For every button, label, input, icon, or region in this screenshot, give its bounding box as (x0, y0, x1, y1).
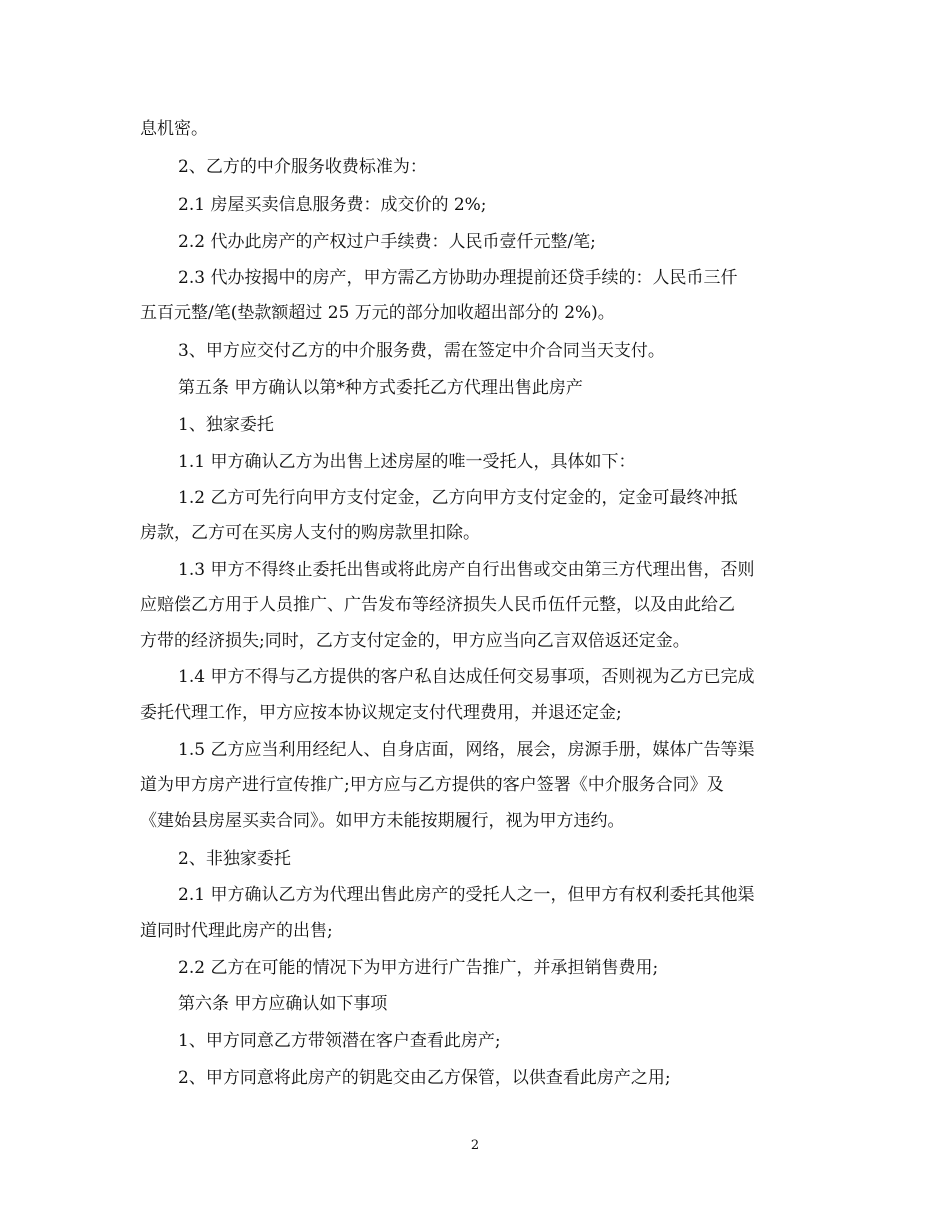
text-line: 房款，乙方可在买房人支付的购房款里扣除。 (140, 523, 480, 543)
text-line: 1.4 甲方不得与乙方提供的客户私自达成任何交易事项，否则视为乙方已完成 (178, 667, 755, 687)
text-line: 1、甲方同意乙方带领潜在客户查看此房产; (178, 1031, 501, 1051)
text-line: 2、甲方同意将此房产的钥匙交由乙方保管，以供查看此房产之用; (178, 1068, 671, 1088)
text-line: 2、乙方的中介服务收费标准为： (178, 157, 427, 177)
text-line: 方带的经济损失;同时，乙方支付定金的，甲方应当向乙言双倍返还定金。 (140, 631, 690, 651)
text-line: 1.1 甲方确认乙方为出售上述房屋的唯一受托人，具体如下： (178, 452, 636, 472)
section-heading: 第六条 甲方应确认如下事项 (178, 994, 388, 1014)
text-line: 息机密。 (140, 119, 208, 139)
text-line: 2.2 代办此房产的产权过户手续费：人民币壹仟元整/笔; (178, 232, 596, 252)
text-line: 《建始县房屋买卖合同》。如甲方未能按期履行，视为甲方违约。 (140, 811, 625, 831)
text-line: 3、甲方应交付乙方的中介服务费，需在签定中介合同当天支付。 (178, 341, 665, 361)
text-line: 1.3 甲方不得终止委托出售或将此房产自行出售或交由第三方代理出售，否则 (178, 560, 755, 580)
text-line: 五百元整/笔(垫款额超过 25 万元的部分加收超出部分的 2%)。 (140, 303, 615, 323)
text-line: 2.1 甲方确认乙方为代理出售此房产的受托人之一，但甲方有权利委托其他渠 (178, 885, 755, 905)
text-line: 道同时代理此房产的出售; (140, 921, 333, 941)
text-line: 1.2 乙方可先行向甲方支付定金，乙方向甲方支付定金的，定金可最终冲抵 (178, 488, 738, 508)
text-line: 2.1 房屋买卖信息服务费：成交价的 2%; (178, 195, 487, 215)
text-line: 委托代理工作，甲方应按本协议规定支付代理费用，并退还定金; (140, 703, 622, 723)
page-number: 2 (470, 1138, 480, 1153)
text-line: 2.2 乙方在可能的情况下为甲方进行广告推广，并承担销售费用; (178, 958, 659, 978)
text-line: 1.5 乙方应当利用经纪人、自身店面，网络，展会，房源手册，媒体广告等渠 (178, 740, 755, 760)
text-line: 2.3 代办按揭中的房产，甲方需乙方协助办理提前还贷手续的：人民币三仟 (178, 268, 738, 288)
text-line: 道为甲方房产进行宣传推广;甲方应与乙方提供的客户签署《中介服务合同》及 (140, 775, 724, 795)
text-line: 应赔偿乙方用于人员推广、广告发布等经济损失人民币伍仟元整，以及由此给乙 (140, 595, 735, 615)
section-heading: 第五条 甲方确认以第*种方式委托乙方代理出售此房产 (178, 378, 583, 398)
text-line: 2、非独家委托 (178, 849, 291, 869)
text-line: 1、独家委托 (178, 415, 274, 435)
